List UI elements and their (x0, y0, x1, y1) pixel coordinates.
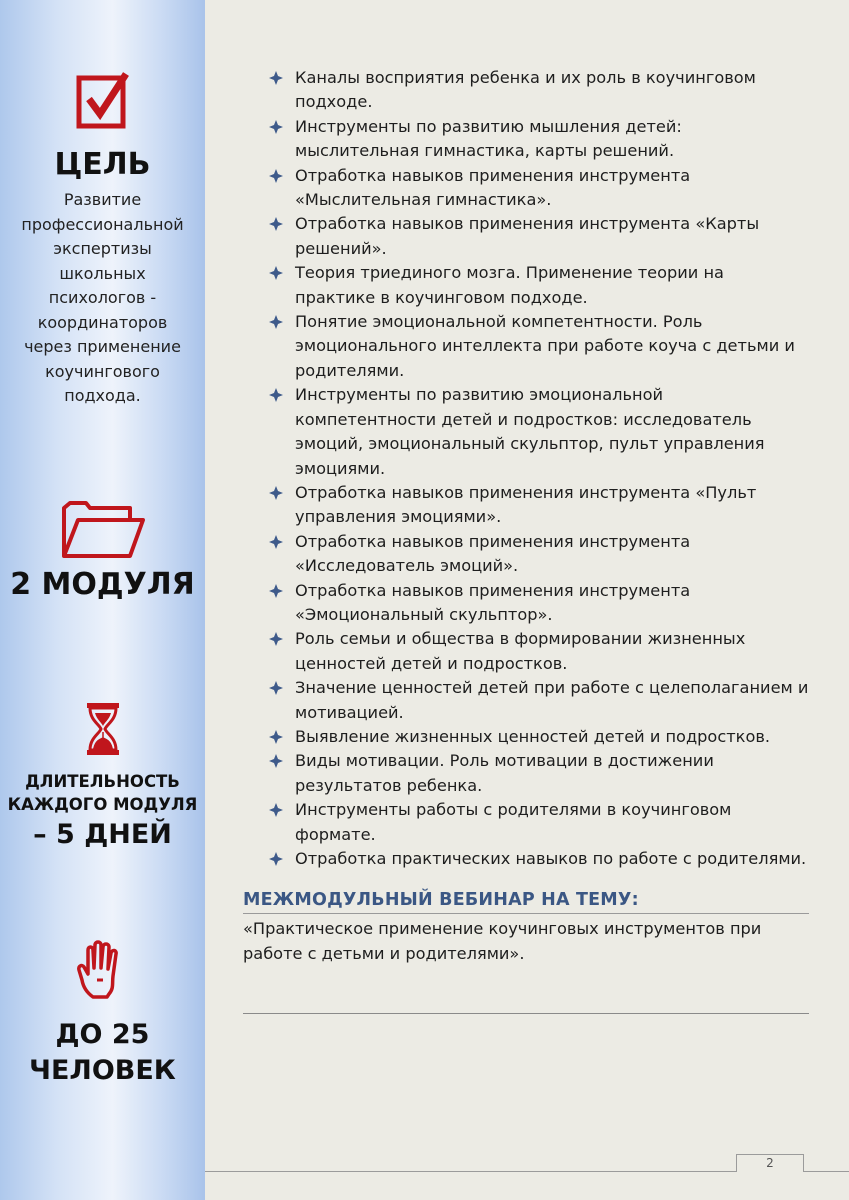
participants-icon-wrap (0, 940, 205, 1000)
goal-line: координаторов (37, 312, 168, 332)
diamond-bullet-icon (269, 217, 283, 231)
divider (243, 1013, 809, 1014)
goal-line: школьных (59, 263, 146, 283)
list-item: Виды мотивации. Роль мотивации в достижении результатов ребенка. (243, 749, 809, 798)
goal-line: подхода. (64, 386, 141, 405)
list-item: Инструменты по развитию мышления детей: мыслительная гимнастика, карты решений. (243, 115, 809, 164)
list-item: Отработка навыков применения инструмента «Пульт управления эмоциями». (243, 481, 809, 530)
footer-divider (205, 1171, 736, 1172)
list-item: Отработка навыков применения инструмента «Эмоциональный скульптор». (243, 579, 809, 628)
hand-icon (77, 940, 129, 1000)
diamond-bullet-icon (269, 486, 283, 500)
footer-divider-tail (803, 1171, 849, 1172)
goal-line: психологов - (48, 288, 157, 307)
diamond-bullet-icon (269, 388, 283, 402)
diamond-bullet-icon (269, 535, 283, 549)
diamond-bullet-icon (269, 584, 283, 598)
diamond-bullet-icon (269, 120, 283, 134)
goal-line: Развитие (63, 190, 142, 209)
page-number: 2 (736, 1154, 804, 1172)
duration-line-2: КАЖДОГО МОДУЛЯ (7, 795, 198, 814)
list-item: Отработка навыков применения инструмента «Мыслительная гимнастика». (243, 164, 809, 213)
folder-icon (60, 500, 146, 560)
goal-title: ЦЕЛЬ (54, 147, 151, 182)
sidebar (0, 0, 205, 1200)
webinar-text: «Практическое применение коучинговых инструментов при работе с детьми и родителями». (243, 919, 762, 963)
diamond-bullet-icon (269, 169, 283, 183)
modules-label: 2 МОДУЛЯ (10, 567, 195, 602)
diamond-bullet-icon (269, 803, 283, 817)
diamond-bullet-icon (269, 71, 283, 85)
diamond-bullet-icon (269, 632, 283, 646)
list-item: Инструменты по развитию эмоциональной компетентности детей и подростков: исследователь эмоций, эмоциональный скульптор, пульт управления эмоциями. (243, 383, 809, 481)
list-item: Выявление жизненных ценностей детей и подростков. (243, 725, 809, 749)
list-item: Каналы восприятия ребенка и их роль в коучинговом подходе. (243, 66, 809, 115)
topic-list (243, 66, 809, 871)
modules-icon-wrap (0, 500, 205, 560)
diamond-bullet-icon (269, 266, 283, 280)
goal-text (0, 188, 205, 409)
goal-line: коучингового (45, 361, 160, 381)
checkbox-checked-icon (76, 72, 130, 130)
goal-line: экспертизы (53, 239, 152, 258)
diamond-bullet-icon (269, 315, 283, 329)
webinar-heading: МЕЖМОДУЛЬНЫЙ ВЕБИНАР НА ТЕМУ: (243, 890, 809, 914)
duration-line-3: – 5 ДНЕЙ (33, 819, 172, 850)
list-item: Значение ценностей детей при работе с целеполаганием и мотивацией. (243, 676, 809, 725)
participants-line-2: ЧЕЛОВЕК (29, 1055, 176, 1086)
goal-block (0, 72, 205, 130)
participants-line-1: ДО 25 (55, 1019, 150, 1050)
diamond-bullet-icon (269, 852, 283, 866)
goal-line: через применение (24, 337, 181, 356)
list-item: Отработка практических навыков по работе с родителями. (243, 847, 809, 871)
goal-line: профессиональной (21, 214, 184, 234)
duration-icon-wrap (0, 702, 205, 756)
list-item: Отработка навыков применения инструмента «Исследователь эмоций». (243, 530, 809, 579)
diamond-bullet-icon (269, 754, 283, 768)
duration-line-1: ДЛИТЕЛЬНОСТЬ (25, 772, 180, 791)
list-item: Понятие эмоциональной компетентности. Роль эмоционального интеллекта при работе коуча с детьми и родителями. (243, 310, 809, 383)
course-topics (243, 66, 809, 871)
list-item: Инструменты работы с родителями в коучинговом формате. (243, 798, 809, 847)
list-item: Отработка навыков применения инструмента «Карты решений». (243, 212, 809, 261)
hourglass-icon (85, 702, 121, 756)
diamond-bullet-icon (269, 681, 283, 695)
diamond-bullet-icon (269, 730, 283, 744)
list-item: Теория триединого мозга. Применение теории на практике в коучинговом подходе. (243, 261, 809, 310)
list-item: Роль семьи и общества в формировании жизненных ценностей детей и подростков. (243, 627, 809, 676)
